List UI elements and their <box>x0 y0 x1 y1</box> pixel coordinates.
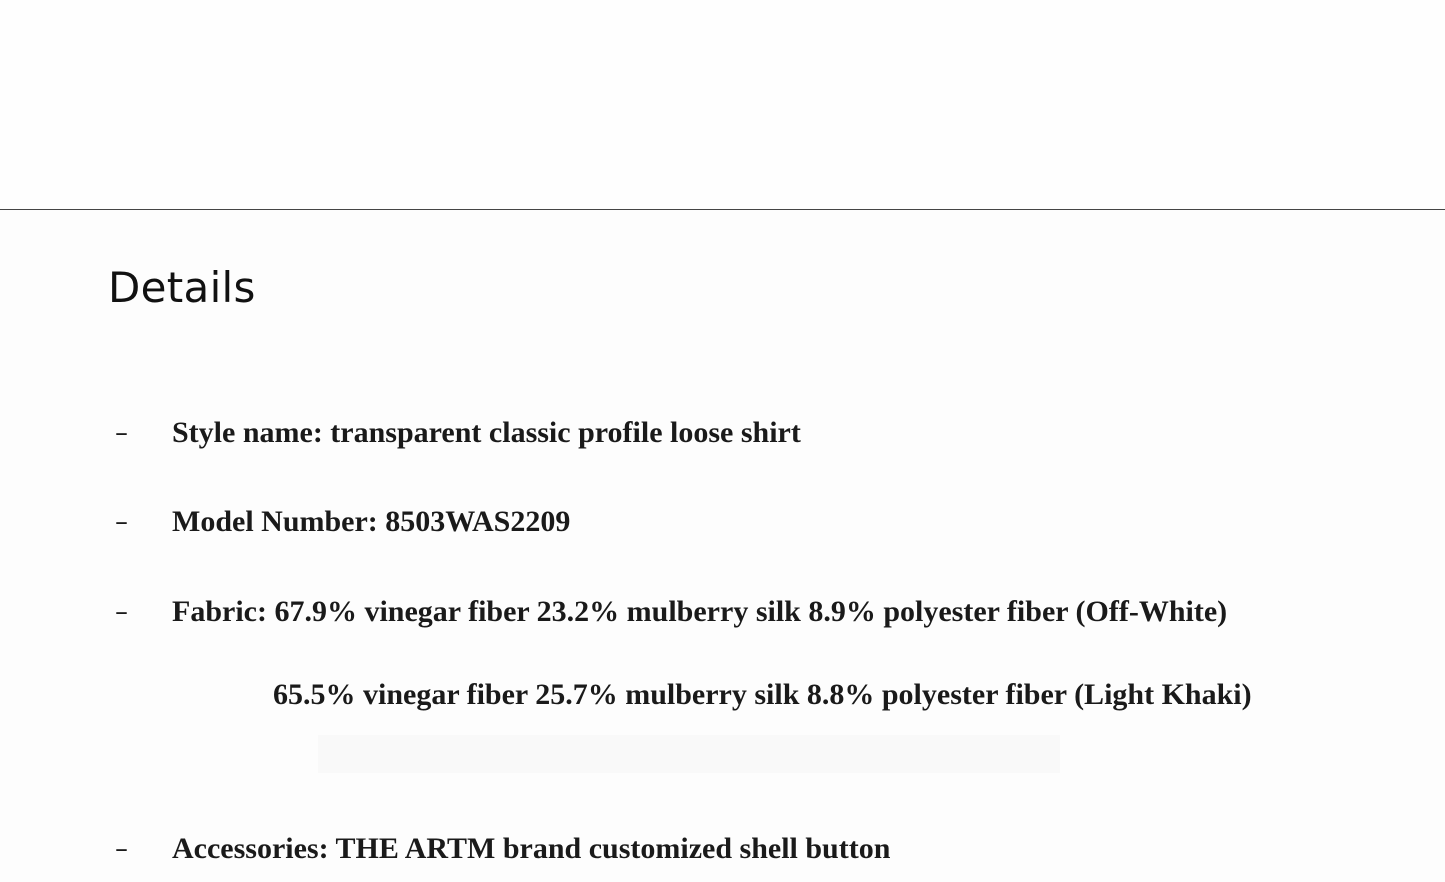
detail-text: Accessories: THE ARTM brand customized shell button <box>172 832 891 865</box>
detail-item-model-number <box>0 502 1445 542</box>
top-blank-area <box>0 0 1445 210</box>
faint-background-band <box>318 735 1060 773</box>
dash-bullet: – <box>115 834 128 864</box>
detail-text: Fabric: 67.9% vinegar fiber 23.2% mulberry silk 8.9% polyester fiber (Off-White) <box>172 595 1228 628</box>
detail-item-style-name <box>0 413 1445 453</box>
section-divider <box>0 209 1445 210</box>
details-heading: Details <box>108 263 256 312</box>
dash-bullet: – <box>115 418 128 448</box>
detail-text: Model Number: 8503WAS2209 <box>172 505 571 538</box>
detail-text: Style name: transparent classic profile loose shirt <box>172 416 801 449</box>
dash-bullet: – <box>115 597 128 627</box>
detail-item-fabric <box>0 592 1445 632</box>
dash-bullet: – <box>115 507 128 537</box>
detail-item-accessories <box>0 829 1445 869</box>
fabric-continuation-line: 65.5% vinegar fiber 25.7% mulberry silk 8.8% polyester fiber (Light Khaki) <box>273 678 1252 711</box>
